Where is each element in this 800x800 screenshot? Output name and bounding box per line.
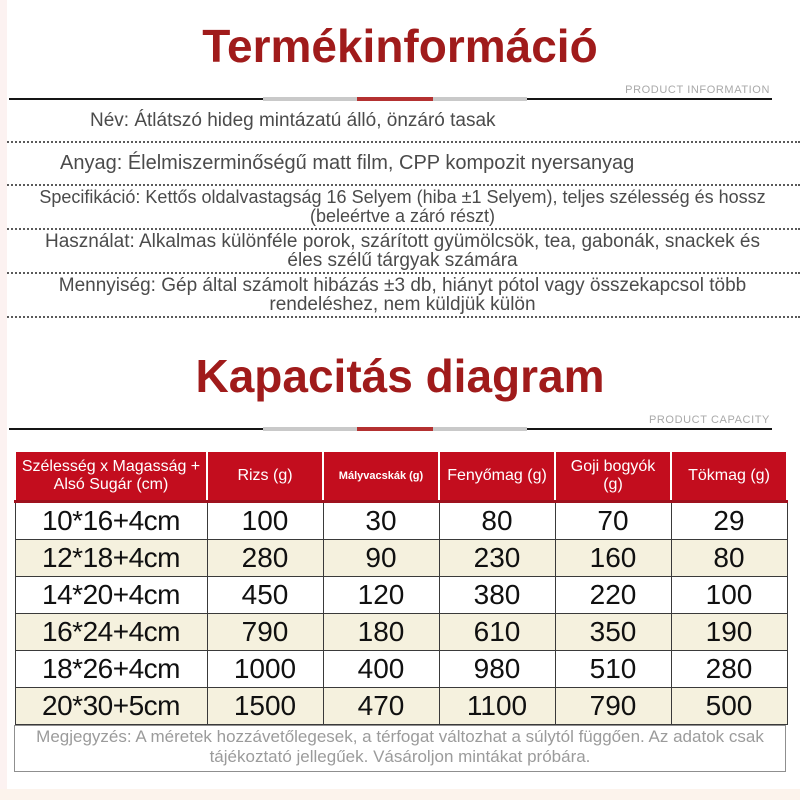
- cell-value: 230: [439, 540, 555, 577]
- product-info-divider: [0, 78, 800, 100]
- cell-value: 980: [439, 651, 555, 688]
- cell-value: 1000: [207, 651, 323, 688]
- cell-size: 12*18+4cm: [15, 540, 207, 577]
- info-row-usage: Használat: Alkalmas különféle porok, szárított gyümölcsök, tea, gabonák, snackek és éles szélű tárgyak számára: [0, 230, 800, 274]
- table-row: [15, 651, 787, 688]
- cell-value: 380: [439, 577, 555, 614]
- cell-value: 100: [207, 502, 323, 540]
- cell-size: 10*16+4cm: [15, 502, 207, 540]
- cell-value: 790: [555, 688, 671, 725]
- cell-value: 30: [323, 502, 439, 540]
- divider-red-bar: [357, 97, 433, 101]
- cell-value: 510: [555, 651, 671, 688]
- cell-value: 280: [207, 540, 323, 577]
- cell-value: 610: [439, 614, 555, 651]
- cell-value: 29: [671, 502, 787, 540]
- left-edge-strip: [0, 0, 7, 800]
- col-header-pine-nuts: Fenyőmag (g): [439, 451, 555, 502]
- capacity-tagline: PRODUCT CAPACITY: [648, 414, 770, 426]
- cell-value: 180: [323, 614, 439, 651]
- col-header-marshmallows: Mályvacskák (g): [323, 451, 439, 502]
- table-row: [15, 614, 787, 651]
- divider-red-bar: [357, 427, 433, 431]
- col-header-pumpkin-seeds: Tökmag (g): [671, 451, 787, 502]
- cell-value: 450: [207, 577, 323, 614]
- info-row-material: Anyag: Élelmiszerminőségű matt film, CPP kompozit nyersanyag: [0, 143, 800, 186]
- cell-value: 280: [671, 651, 787, 688]
- capacity-table: [14, 450, 788, 725]
- capacity-note: Megjegyzés: A méretek hozzávetőlegesek, a térfogat változhat a súlytól függően. Az adatok csak tájékoztató jellegűek. Vásároljon mintákat próbára.: [14, 725, 786, 772]
- info-row-quantity: Mennyiség: Gép által számolt hibázás ±3 db, hiányt pótol vagy összekapcsol több rendeléshez, nem küldjük külön: [0, 274, 800, 318]
- capacity-table-header: [15, 451, 787, 502]
- cell-size: 18*26+4cm: [15, 651, 207, 688]
- cell-size: 14*20+4cm: [15, 577, 207, 614]
- cell-value: 90: [323, 540, 439, 577]
- product-info-list: [0, 100, 800, 318]
- cell-value: 190: [671, 614, 787, 651]
- capacity-title: Kapacitás diagram: [195, 350, 605, 402]
- cell-value: 470: [323, 688, 439, 725]
- table-row: [15, 540, 787, 577]
- cell-size: 20*30+5cm: [15, 688, 207, 725]
- cell-value: 500: [671, 688, 787, 725]
- capacity-divider: [0, 408, 800, 430]
- table-row: [15, 688, 787, 725]
- cell-value: 80: [671, 540, 787, 577]
- info-row-specification: Specifikáció: Kettős oldalvastagság 16 Selyem (hiba ±1 Selyem), teljes szélesség és hossz (beleértve a záró részt): [0, 186, 800, 230]
- cell-value: 120: [323, 577, 439, 614]
- product-info-tagline: PRODUCT INFORMATION: [625, 84, 770, 96]
- cell-value: 790: [207, 614, 323, 651]
- cell-value: 350: [555, 614, 671, 651]
- cell-value: 1500: [207, 688, 323, 725]
- cell-value: 100: [671, 577, 787, 614]
- cell-size: 16*24+4cm: [15, 614, 207, 651]
- cell-value: 80: [439, 502, 555, 540]
- bottom-edge-strip: [0, 789, 800, 800]
- cell-value: 400: [323, 651, 439, 688]
- cell-value: 220: [555, 577, 671, 614]
- info-row-name: Név: Átlátszó hideg mintázatú álló, önzáró tasak: [0, 100, 800, 143]
- table-row: [15, 577, 787, 614]
- table-row: [15, 502, 787, 540]
- col-header-size: Szélesség x Magasság + Alsó Sugár (cm): [15, 451, 207, 502]
- cell-value: 70: [555, 502, 671, 540]
- product-info-title: Termékinformáció: [202, 20, 598, 72]
- col-header-goji: Goji bogyók (g): [555, 451, 671, 502]
- col-header-rice: Rizs (g): [207, 451, 323, 502]
- cell-value: 160: [555, 540, 671, 577]
- cell-value: 1100: [439, 688, 555, 725]
